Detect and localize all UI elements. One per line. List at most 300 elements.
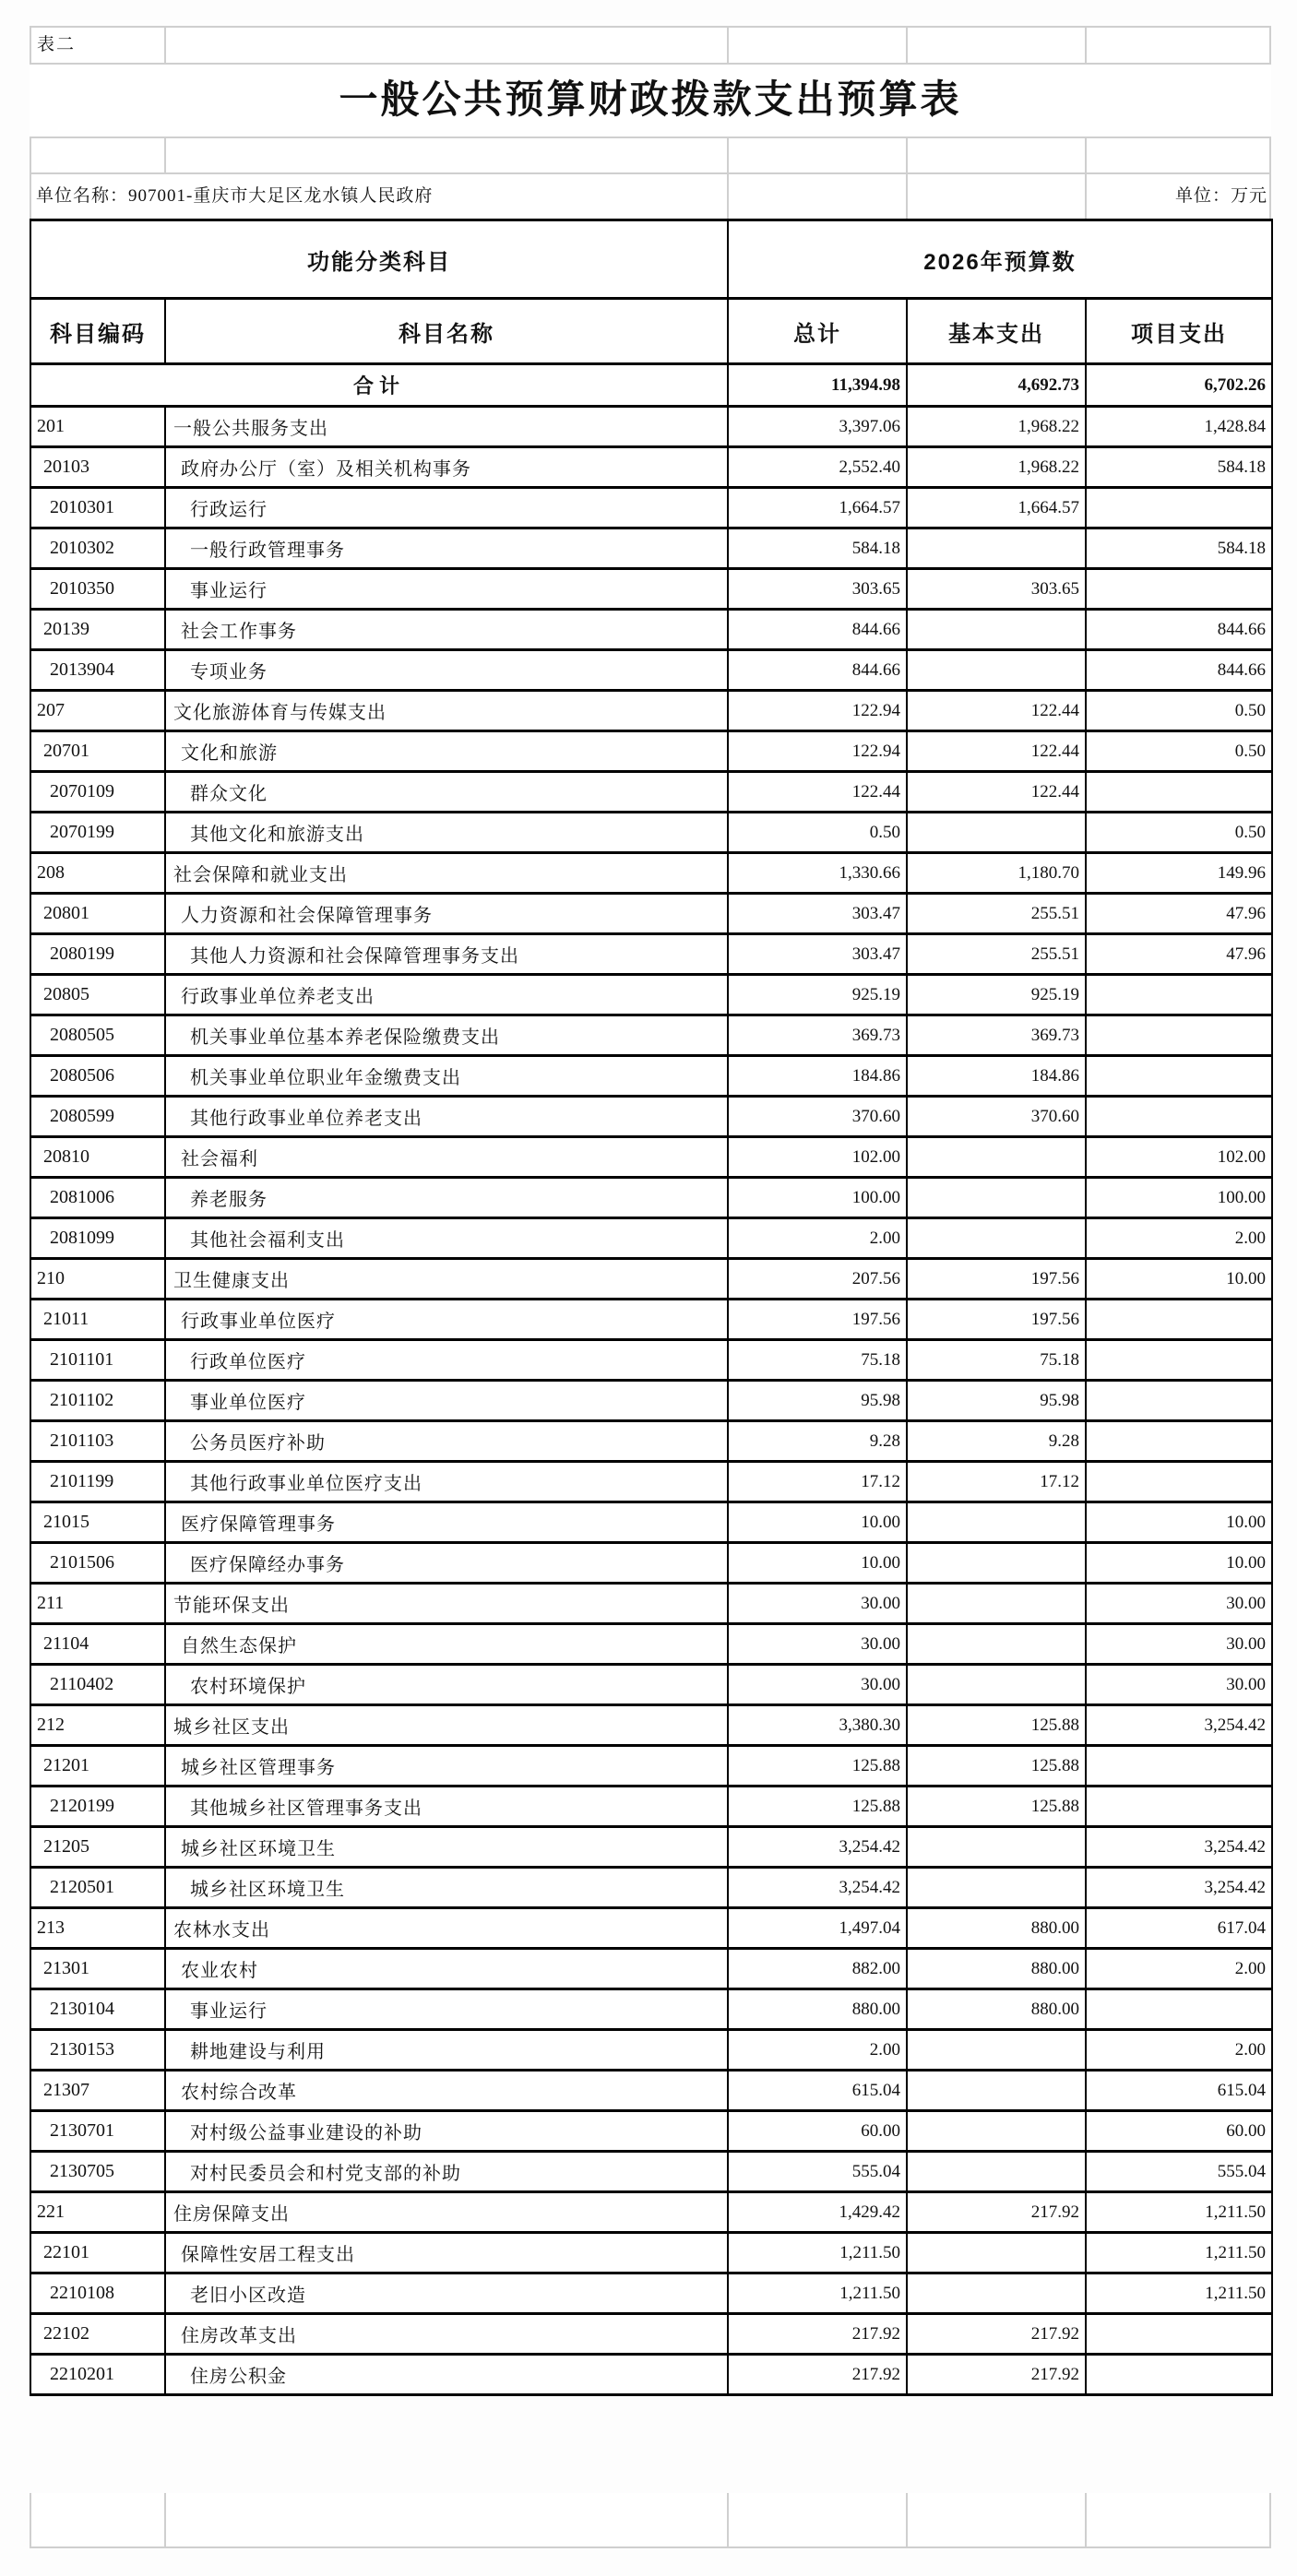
cell-code: 21307 [30,2071,165,2111]
table-row [30,1827,1272,1868]
table-row [30,1421,1272,1462]
cell-name: 节能环保支出 [165,1584,728,1624]
sheet-top-area [30,26,1271,219]
cell-total: 1,429.42 [728,2192,907,2233]
cell-code: 213 [30,1908,165,1949]
gridline [727,2493,729,2546]
cell-code: 2010301 [30,488,165,528]
table-row [30,1381,1272,1421]
cell-basic [907,2273,1086,2314]
cell-total: 925.19 [728,975,907,1015]
cell-basic: 9.28 [907,1421,1086,1462]
cell-basic [907,2233,1086,2273]
grand-total-project: 6,702.26 [1086,364,1272,407]
cell-code: 2101103 [30,1421,165,1462]
cell-code: 20810 [30,1137,165,1178]
cell-code: 22102 [30,2314,165,2355]
cell-total: 217.92 [728,2355,907,2395]
cell-name: 其他人力资源和社会保障管理事务支出 [165,934,728,975]
cell-project [1086,1421,1272,1462]
cell-project: 10.00 [1086,1543,1272,1584]
table-row [30,2152,1272,2192]
table-row [30,569,1272,610]
cell-total: 207.56 [728,1259,907,1300]
cell-code: 20805 [30,975,165,1015]
cell-name: 对村民委员会和村党支部的补助 [165,2152,728,2192]
cell-project: 60.00 [1086,2111,1272,2152]
cell-name: 耕地建设与利用 [165,2030,728,2071]
gridline [1269,26,1271,63]
cell-total: 882.00 [728,1949,907,1989]
cell-project: 844.66 [1086,610,1272,650]
unit-info-row [30,172,1271,219]
table-row [30,1624,1272,1665]
cell-code: 21205 [30,1827,165,1868]
table-row [30,2111,1272,2152]
cell-name: 保障性安居工程支出 [165,2233,728,2273]
cell-project: 0.50 [1086,691,1272,731]
table-row [30,2071,1272,2111]
cell-basic [907,2030,1086,2071]
cell-code: 2081099 [30,1218,165,1259]
cell-project: 1,211.50 [1086,2273,1272,2314]
budget-table-body [30,364,1272,2395]
cell-basic: 880.00 [907,1989,1086,2030]
cell-basic [907,528,1086,569]
cell-code: 2070109 [30,772,165,813]
cell-project: 584.18 [1086,528,1272,569]
cell-total: 303.47 [728,934,907,975]
cell-project: 10.00 [1086,1502,1272,1543]
cell-basic [907,1624,1086,1665]
cell-basic: 1,180.70 [907,853,1086,894]
cell-basic: 75.18 [907,1340,1086,1381]
cell-basic: 197.56 [907,1259,1086,1300]
table-row [30,650,1272,691]
sheet-bottom-area [30,2493,1271,2548]
cell-basic: 880.00 [907,1908,1086,1949]
cell-code: 2120501 [30,1868,165,1908]
cell-project: 1,211.50 [1086,2192,1272,2233]
currency-unit-text: 单位：万元 [1174,186,1267,206]
cell-code: 2080505 [30,1015,165,1056]
cell-code: 2013904 [30,650,165,691]
table-row [30,610,1272,650]
cell-total: 10.00 [728,1502,907,1543]
cell-total: 844.66 [728,650,907,691]
cell-total: 3,254.42 [728,1868,907,1908]
cell-name: 其他社会福利支出 [165,1218,728,1259]
cell-basic [907,1137,1086,1178]
page-title: 一般公共预算财政拨款支出预算表 [339,79,962,122]
table-row [30,488,1272,528]
cell-total: 2.00 [728,1218,907,1259]
cell-total: 184.86 [728,1056,907,1097]
cell-basic [907,610,1086,650]
cell-basic: 122.44 [907,691,1086,731]
cell-basic: 217.92 [907,2314,1086,2355]
cell-code: 2080506 [30,1056,165,1097]
cell-project: 30.00 [1086,1665,1272,1705]
cell-code: 21011 [30,1300,165,1340]
cell-name: 城乡社区环境卫生 [165,1827,728,1868]
table-row [30,1300,1272,1340]
cell-code: 2101101 [30,1340,165,1381]
cell-code: 2120199 [30,1787,165,1827]
cell-project [1086,1056,1272,1097]
cell-total: 95.98 [728,1381,907,1421]
cell-project [1086,772,1272,813]
cell-total: 100.00 [728,1178,907,1218]
cell-name: 城乡社区支出 [165,1705,728,1746]
cell-basic: 95.98 [907,1381,1086,1421]
table-row [30,2314,1272,2355]
cell-project: 149.96 [1086,853,1272,894]
table-row [30,1705,1272,1746]
cell-basic [907,650,1086,691]
cell-total: 122.94 [728,691,907,731]
cell-basic: 1,968.22 [907,447,1086,488]
cell-project: 2.00 [1086,2030,1272,2071]
table-header-group-row [30,220,1272,299]
cell-total: 3,380.30 [728,1705,907,1746]
table-row [30,1137,1272,1178]
cell-basic: 125.88 [907,1787,1086,1827]
cell-basic: 125.88 [907,1746,1086,1787]
table-row [30,1462,1272,1502]
cell-total: 303.65 [728,569,907,610]
table-row [30,691,1272,731]
cell-total: 30.00 [728,1624,907,1665]
table-row [30,2233,1272,2273]
gridline [1269,2493,1271,2546]
header-budget-year: 2026年预算数 [728,220,1272,299]
cell-name: 城乡社区管理事务 [165,1746,728,1787]
cell-code: 201 [30,407,165,447]
cell-basic [907,1178,1086,1218]
cell-code: 21104 [30,1624,165,1665]
header-basic: 基本支出 [907,299,1086,364]
cell-project: 584.18 [1086,447,1272,488]
cell-code: 2101102 [30,1381,165,1421]
cell-total: 615.04 [728,2071,907,2111]
table-row [30,1218,1272,1259]
cell-code: 2010350 [30,569,165,610]
table-row [30,1908,1272,1949]
cell-code: 212 [30,1705,165,1746]
cell-total: 10.00 [728,1543,907,1584]
gridline [1085,2493,1087,2546]
cell-project: 0.50 [1086,731,1272,772]
gridline [30,2493,31,2546]
cell-name: 事业运行 [165,1989,728,2030]
cell-project: 30.00 [1086,1584,1272,1624]
cell-name: 住房保障支出 [165,2192,728,2233]
cell-total: 60.00 [728,2111,907,2152]
table-row [30,1989,1272,2030]
table-row [30,975,1272,1015]
cell-code: 20801 [30,894,165,934]
cell-total: 303.47 [728,894,907,934]
cell-name: 行政事业单位养老支出 [165,975,728,1015]
cell-name: 事业运行 [165,569,728,610]
cell-total: 1,211.50 [728,2273,907,2314]
cell-name: 群众文化 [165,772,728,813]
cell-name: 文化旅游体育与传媒支出 [165,691,728,731]
cell-total: 17.12 [728,1462,907,1502]
cell-code: 2130104 [30,1989,165,2030]
cell-code: 210 [30,1259,165,1300]
cell-basic [907,813,1086,853]
cell-code: 2110402 [30,1665,165,1705]
cell-code: 2070199 [30,813,165,853]
cell-basic [907,2111,1086,2152]
cell-basic [907,2152,1086,2192]
table-row [30,2030,1272,2071]
table-row [30,853,1272,894]
table-row [30,528,1272,569]
cell-project: 1,428.84 [1086,407,1272,447]
cell-total: 844.66 [728,610,907,650]
header-name: 科目名称 [165,299,728,364]
cell-project: 2.00 [1086,1218,1272,1259]
cell-total: 584.18 [728,528,907,569]
gridline [30,26,31,63]
cell-total: 30.00 [728,1584,907,1624]
cell-project: 47.96 [1086,934,1272,975]
gridline [727,26,729,63]
cell-basic: 370.60 [907,1097,1086,1137]
cell-project: 615.04 [1086,2071,1272,2111]
cell-name: 事业单位医疗 [165,1381,728,1421]
gridline [164,26,166,63]
cell-name: 行政运行 [165,488,728,528]
cell-project: 10.00 [1086,1259,1272,1300]
table-row [30,772,1272,813]
cell-basic [907,1868,1086,1908]
table-row [30,1056,1272,1097]
cell-total: 9.28 [728,1421,907,1462]
cell-project: 2.00 [1086,1949,1272,1989]
cell-code: 211 [30,1584,165,1624]
cell-project [1086,569,1272,610]
cell-basic [907,1502,1086,1543]
cell-code: 21201 [30,1746,165,1787]
cell-total: 122.44 [728,772,907,813]
table-row [30,1097,1272,1137]
cell-name: 住房改革支出 [165,2314,728,2355]
cell-total: 125.88 [728,1787,907,1827]
cell-name: 机关事业单位基本养老保险缴费支出 [165,1015,728,1056]
cell-total: 370.60 [728,1097,907,1137]
cell-project: 100.00 [1086,1178,1272,1218]
cell-code: 20139 [30,610,165,650]
cell-project [1086,1340,1272,1381]
table-row [30,1787,1272,1827]
cell-name: 农村综合改革 [165,2071,728,2111]
cell-name: 城乡社区环境卫生 [165,1868,728,1908]
table-row [30,1543,1272,1584]
cell-name: 人力资源和社会保障管理事务 [165,894,728,934]
gridline [1085,26,1087,63]
grand-total-total: 11,394.98 [728,364,907,407]
cell-name: 养老服务 [165,1178,728,1218]
cell-name: 农业农村 [165,1949,728,1989]
gridline [906,26,908,63]
cell-basic: 369.73 [907,1015,1086,1056]
cell-name: 社会保障和就业支出 [165,853,728,894]
gridline [906,2493,908,2546]
cell-name: 其他行政事业单位医疗支出 [165,1462,728,1502]
table-row [30,447,1272,488]
cell-project: 0.50 [1086,813,1272,853]
cell-basic: 255.51 [907,934,1086,975]
cell-project: 617.04 [1086,1908,1272,1949]
cell-name: 公务员医疗补助 [165,1421,728,1462]
cell-total: 0.50 [728,813,907,853]
table-row [30,1584,1272,1624]
cell-name: 自然生态保护 [165,1624,728,1665]
cell-total: 2,552.40 [728,447,907,488]
cell-name: 社会工作事务 [165,610,728,650]
cell-total: 3,397.06 [728,407,907,447]
cell-project [1086,488,1272,528]
cell-project: 47.96 [1086,894,1272,934]
sheet-number-label: 表二 [37,35,77,54]
table-row [30,2355,1272,2395]
cell-project: 1,211.50 [1086,2233,1272,2273]
cell-project: 30.00 [1086,1624,1272,1665]
gridline [164,2493,166,2546]
cell-code: 2130705 [30,2152,165,2192]
table-row [30,1178,1272,1218]
cell-project [1086,2314,1272,2355]
cell-project: 3,254.42 [1086,1827,1272,1868]
table-row [30,813,1272,853]
cell-total: 555.04 [728,2152,907,2192]
table-row [30,731,1272,772]
cell-code: 2010302 [30,528,165,569]
cell-total: 1,211.50 [728,2233,907,2273]
cell-basic: 125.88 [907,1705,1086,1746]
cell-code: 2130153 [30,2030,165,2071]
cell-total: 2.00 [728,2030,907,2071]
cell-project [1086,1746,1272,1787]
cell-name: 政府办公厅（室）及相关机构事务 [165,447,728,488]
cell-name: 医疗保障管理事务 [165,1502,728,1543]
cell-project [1086,1015,1272,1056]
cell-basic [907,1543,1086,1584]
cell-code: 21301 [30,1949,165,1989]
header-function-category: 功能分类科目 [30,220,728,299]
table-row [30,934,1272,975]
cell-basic: 184.86 [907,1056,1086,1097]
cell-code: 2101199 [30,1462,165,1502]
cell-total: 125.88 [728,1746,907,1787]
cell-name: 文化和旅游 [165,731,728,772]
cell-name: 其他文化和旅游支出 [165,813,728,853]
cell-name: 对村级公益事业建设的补助 [165,2111,728,2152]
cell-basic: 122.44 [907,772,1086,813]
cell-name: 其他行政事业单位养老支出 [165,1097,728,1137]
budget-table [30,219,1273,2396]
cell-name: 一般行政管理事务 [165,528,728,569]
cell-basic: 1,664.57 [907,488,1086,528]
cell-basic: 880.00 [907,1949,1086,1989]
table-row [30,1015,1272,1056]
cell-code: 2210201 [30,2355,165,2395]
cell-total: 75.18 [728,1340,907,1381]
cell-name: 老旧小区改造 [165,2273,728,2314]
cell-code: 2210108 [30,2273,165,2314]
cell-project: 102.00 [1086,1137,1272,1178]
cell-basic [907,1665,1086,1705]
table-row [30,2273,1272,2314]
cell-name: 医疗保障经办事务 [165,1543,728,1584]
cell-basic: 197.56 [907,1300,1086,1340]
cell-code: 2130701 [30,2111,165,2152]
cell-name: 一般公共服务支出 [165,407,728,447]
gridline [164,137,166,172]
cell-code: 2101506 [30,1543,165,1584]
cell-name: 农村环境保护 [165,1665,728,1705]
cell-code: 20103 [30,447,165,488]
cell-project: 3,254.42 [1086,1705,1272,1746]
cell-basic: 122.44 [907,731,1086,772]
cell-name: 机关事业单位职业年金缴费支出 [165,1056,728,1097]
cell-project [1086,1097,1272,1137]
cell-project: 555.04 [1086,2152,1272,2192]
cell-basic: 217.92 [907,2192,1086,2233]
cell-code: 21015 [30,1502,165,1543]
grand-total-basic: 4,692.73 [907,364,1086,407]
table-row [30,894,1272,934]
table-row [30,1502,1272,1543]
table-row [30,1340,1272,1381]
cell-basic: 217.92 [907,2355,1086,2395]
cell-name: 行政事业单位医疗 [165,1300,728,1340]
table-header-columns-row [30,299,1272,364]
cell-basic: 303.65 [907,569,1086,610]
cell-basic [907,1218,1086,1259]
unit-name-text: 单位名称：907001-重庆市大足区龙水镇人民政府 [36,186,434,206]
table-row [30,1868,1272,1908]
cell-total: 3,254.42 [728,1827,907,1868]
cell-total: 880.00 [728,1989,907,2030]
cell-basic [907,1584,1086,1624]
cell-basic: 1,968.22 [907,407,1086,447]
table-row [30,1259,1272,1300]
cell-total: 369.73 [728,1015,907,1056]
cell-total: 122.94 [728,731,907,772]
cell-project [1086,975,1272,1015]
cell-name: 卫生健康支出 [165,1259,728,1300]
grand-total-row [30,364,1272,407]
cell-basic: 925.19 [907,975,1086,1015]
cell-project [1086,1462,1272,1502]
cell-name: 专项业务 [165,650,728,691]
cell-name: 行政单位医疗 [165,1340,728,1381]
cell-basic [907,1827,1086,1868]
cell-total: 30.00 [728,1665,907,1705]
cell-code: 221 [30,2192,165,2233]
cell-code: 207 [30,691,165,731]
cell-total: 1,330.66 [728,853,907,894]
cell-code: 2080199 [30,934,165,975]
header-code: 科目编码 [30,299,165,364]
cell-code: 22101 [30,2233,165,2273]
table-row [30,407,1272,447]
